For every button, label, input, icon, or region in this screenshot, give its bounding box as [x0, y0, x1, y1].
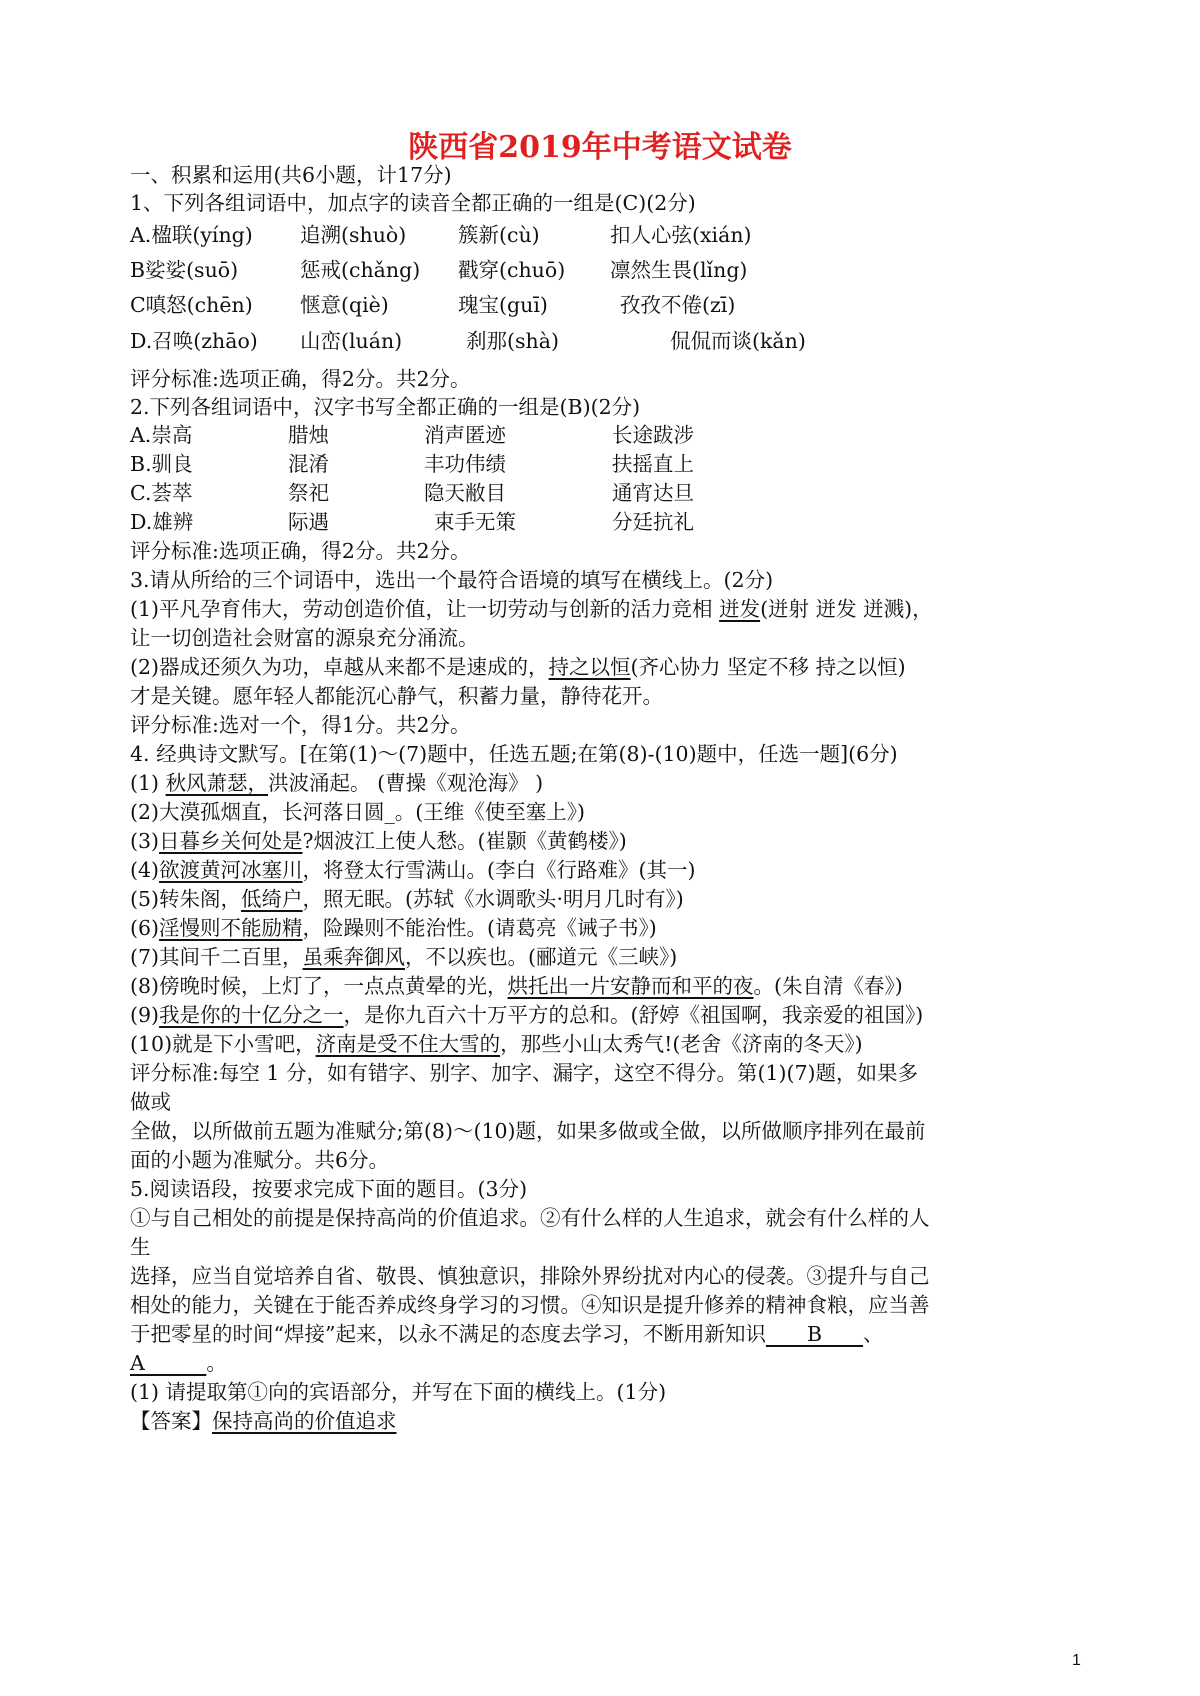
- q4-item-4-answer: 欲渡黄河冰塞川: [159, 858, 303, 882]
- q1-a-3: 簇新(cù): [458, 223, 540, 247]
- q4-item-5-pre: (5)转朱阁，: [130, 887, 242, 911]
- q1-a-2: 追溯(shuò): [300, 223, 407, 247]
- answer-label: 【答案】: [130, 1409, 212, 1433]
- q5-passage-line-5-text: 于把零星的时间“焊接”起来，以永不满足的态度去学习，不断用新知识: [130, 1322, 766, 1346]
- q2-b-3: 丰功伟绩: [424, 452, 506, 476]
- q1-d-1: D.召唤(zhāo): [130, 329, 258, 353]
- page-number: 1: [1072, 1652, 1081, 1669]
- q5-passage-line-6: [130, 1348, 227, 1378]
- q1-a-4: 扣人心弦(xián): [610, 223, 752, 247]
- q4-item-9-pre: (9): [130, 1003, 160, 1027]
- q4-item-3: [130, 826, 627, 856]
- q3-scoring: 评分标准:选对一个，得1分。共2分。: [130, 713, 471, 737]
- section-heading: 一、积累和运用(共6小题，计17分): [130, 163, 452, 187]
- q2-stem: 2.下列各组词语中，汉字书写全都正确的一组是(B)(2分): [130, 395, 641, 419]
- q4-item-5: [130, 884, 684, 914]
- q2-d-4: 分廷抗礼: [612, 510, 694, 534]
- q4-item-6: [130, 913, 657, 943]
- q5-passage-line-5: [130, 1319, 884, 1349]
- q4-item-4-post: ，将登太行雪满山。(李白《行路难》(其一): [302, 858, 696, 882]
- q5-answer: [130, 1406, 397, 1436]
- q4-item-1: [130, 768, 543, 798]
- q2-a-4: 长途跋涉: [612, 423, 694, 447]
- q4-item-2: [130, 797, 585, 827]
- q4-item-2-pre: (2)大漠孤烟直，长河落日圆: [130, 800, 385, 824]
- q2-a-2: 腊烛: [288, 423, 329, 447]
- q4-scoring-line-3: 全做，以所做前五题为准赋分;第(8)～(10)题，如果多做或全做，以所做顺序排列在最前: [130, 1119, 926, 1143]
- q4-scoring-line-1: 评分标准:每空 1 分，如有错字、别字、加字、漏字，这空不得分。第(1)(7)题，如果多: [130, 1061, 919, 1085]
- q4-item-2-answer: _: [384, 800, 395, 824]
- q4-item-5-post: ，照无眠。(苏轼《水调歌头·明月几时有》): [302, 887, 684, 911]
- q4-item-8-post: 。(朱自清《春》): [753, 974, 903, 998]
- q1-c-3: 瑰宝(guī): [458, 293, 548, 317]
- q1-d-3: 刹那(shà): [466, 329, 559, 353]
- q4-item-7: [130, 942, 677, 972]
- q1-c-2: 惬意(qiè): [300, 293, 389, 317]
- q1-c-4: 孜孜不倦(zī): [620, 293, 736, 317]
- q5-stem: 5.阅读语段，按要求完成下面的题目。(3分): [130, 1177, 528, 1201]
- q4-item-2-post: 。(王维《使至塞上》): [394, 800, 586, 824]
- q2-c-2: 祭祀: [288, 481, 329, 505]
- q4-item-10: [130, 1029, 863, 1059]
- q2-c-4: 通宵达旦: [612, 481, 694, 505]
- q4-scoring-line-4: 面的小题为准赋分。共6分。: [130, 1148, 390, 1172]
- q4-item-5-answer: 低绮户: [241, 887, 303, 911]
- q4-item-3-answer: 日暮乡关何处是: [159, 829, 303, 853]
- q3-item-2-answer: 持之以恒: [548, 655, 631, 679]
- page-title: 陕西省2019年中考语文试卷: [408, 130, 792, 165]
- q3-item-2-post: (齐心协力 坚定不移 持之以恒): [630, 655, 906, 679]
- q4-item-1-pre: (1): [130, 771, 166, 795]
- q3-item-2-cont: 才是关键。愿年轻人都能沉心静气，积蓄力量，静待花开。: [130, 684, 663, 708]
- q1-b-4: 凛然生畏(lǐng): [610, 258, 748, 282]
- q4-item-8: [130, 971, 903, 1001]
- q5-passage-line-1: ①与自己相处的前提是保持高尚的价值追求。②有什么样的人生追求，就会有什么样的人: [130, 1206, 930, 1230]
- q2-d-2: 际遇: [288, 510, 329, 534]
- q3-stem: 3.请从所给的三个词语中，选出一个最符合语境的填写在横线上。(2分): [130, 568, 774, 592]
- q4-item-3-post: ?烟波江上使人愁。(崔颢《黄鹤楼》): [302, 829, 627, 853]
- q4-item-7-answer: 虽乘奔御风: [302, 945, 406, 969]
- q4-item-8-pre: (8)傍晚时候，上灯了，一点点黄晕的光，: [130, 974, 508, 998]
- q1-stem: 1、下列各组词语中，加点字的读音全都正确的一组是(C)(2分): [130, 191, 696, 215]
- q3-item-1-post: (迸射 迸发 迸溅)，: [760, 597, 933, 621]
- q1-d-4: 侃侃而谈(kǎn): [670, 329, 806, 353]
- q4-item-9-post: ，是你九百六十万平方的总和。(舒婷《祖国啊，我亲爱的祖国》): [343, 1003, 924, 1027]
- q4-item-6-answer: 淫慢则不能励精: [159, 916, 303, 940]
- q2-d-3: 束手无策: [434, 510, 516, 534]
- q4-item-1-post: 洪波涌起。 (曹操《观沧海》 ): [268, 771, 544, 795]
- q5-passage-line-4: 相处的能力，关键在于能否养成终身学习的习惯。④知识是提升修养的精神食粮，应当善: [130, 1293, 930, 1317]
- q1-b-3: 戳穿(chuō): [458, 258, 566, 282]
- q2-d-1: D.雄辨: [130, 510, 194, 534]
- q4-item-6-pre: (6): [130, 916, 160, 940]
- q3-item-2-pre: (2)器成还须久为功，卓越从来都不是速成的，: [130, 655, 549, 679]
- q3-item-2: [130, 652, 906, 682]
- q3-item-1: [130, 594, 933, 624]
- q4-item-6-post: ，险躁则不能治性。(请葛亮《诫子书》): [302, 916, 657, 940]
- q1-a-1: A.楹联(yíng): [130, 223, 253, 247]
- q4-item-7-pre: (7)其间千二百里，: [130, 945, 303, 969]
- q1-c-1: C嗔怒(chēn): [130, 293, 253, 317]
- q2-scoring: 评分标准:选项正确，得2分。共2分。: [130, 539, 471, 563]
- q2-c-3: 隐天敝目: [424, 481, 506, 505]
- q4-item-3-pre: (3): [130, 829, 160, 853]
- q4-item-8-answer: 烘托出一片安静而和平的夜: [507, 974, 754, 998]
- q5-passage-line-6-end: 。: [206, 1351, 227, 1375]
- q4-stem: 4. 经典诗文默写。[在第(1)～(7)题中，任选五题;在第(8)-(10)题中，任选一题](6分): [130, 742, 898, 766]
- q2-b-4: 扶摇直上: [612, 452, 694, 476]
- q1-d-2: 山峦(luán): [300, 329, 403, 353]
- q3-item-1-answer: 迸发: [719, 597, 761, 621]
- q2-c-1: C.荟萃: [130, 481, 193, 505]
- q1-b-2: 惩戒(chǎng): [300, 258, 421, 282]
- q5-passage-line-3: 选择，应当自觉培养自省、敬畏、慎独意识，排除外界纷扰对内心的侵袭。③提升与自己: [130, 1264, 930, 1288]
- q2-b-1: B.驯良: [130, 452, 193, 476]
- q5-passage-line-2: 生: [130, 1235, 151, 1259]
- q4-scoring-line-2: 做或: [130, 1090, 171, 1114]
- q5-blank-a: A______: [130, 1351, 207, 1375]
- q4-item-7-post: ，不以疾也。(郦道元《三峡》): [405, 945, 678, 969]
- q3-item-1-cont: 让一切创造社会财富的源泉充分涌流。: [130, 626, 479, 650]
- q4-item-4-pre: (4): [130, 858, 160, 882]
- q4-item-10-pre: (10)就是下小雪吧，: [130, 1032, 316, 1056]
- q1-scoring: 评分标准:选项正确，得2分。共2分。: [130, 367, 471, 391]
- q5-blank-b: ____B____: [765, 1322, 864, 1346]
- answer-text: 保持高尚的价值追求: [212, 1409, 397, 1433]
- q4-item-10-post: ，那些小山太秀气!(老舍《济南的冬天》): [500, 1032, 863, 1056]
- q1-b-1: B娑娑(suō): [130, 258, 239, 282]
- q4-item-1-answer: 秋风萧瑟，: [165, 771, 269, 795]
- q4-item-10-answer: 济南是受不住大雪的: [315, 1032, 501, 1056]
- q5-passage-line-5-end: 、: [863, 1322, 884, 1346]
- q3-item-1-pre: (1)平凡孕育伟大，劳动创造价值，让一切劳动与创新的活力竞相: [130, 597, 720, 621]
- q4-item-9: [130, 1000, 923, 1030]
- q2-a-1: A.崇高: [130, 423, 193, 447]
- q4-item-4: [130, 855, 696, 885]
- q2-b-2: 混淆: [288, 452, 329, 476]
- q5-sub1: (1) 请提取第①向的宾语部分，并写在下面的横线上。(1分): [130, 1380, 667, 1404]
- q2-a-3: 消声匿迹: [424, 423, 506, 447]
- q4-item-9-answer: 我是你的十亿分之一: [159, 1003, 344, 1027]
